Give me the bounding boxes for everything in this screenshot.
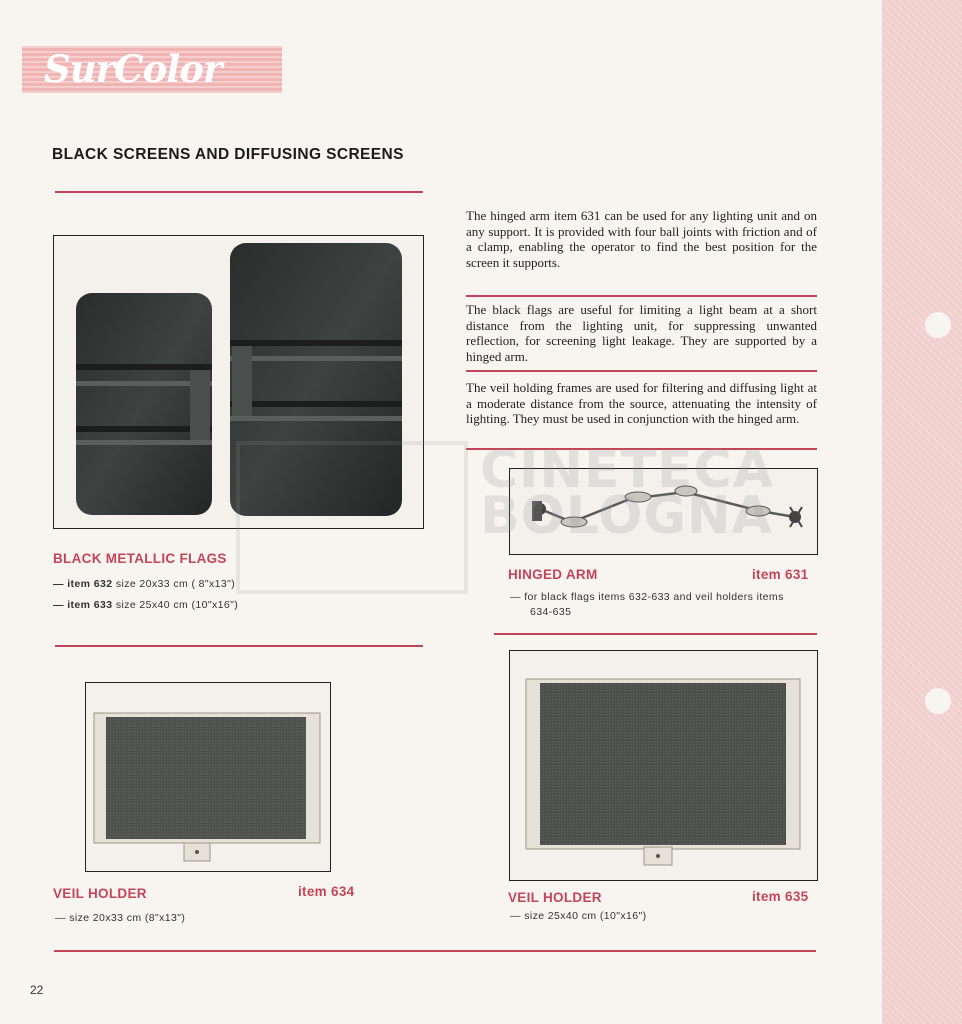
punch-hole-upper: [925, 312, 951, 338]
rule-bottom: [54, 950, 816, 952]
watermark-line-2: BOLOGNA: [480, 486, 773, 546]
spec-size: size 25x40 cm (10"x16"): [115, 599, 239, 611]
veil-635-title: VEIL HOLDER: [508, 890, 602, 905]
page-number: 22: [30, 983, 44, 997]
page-title: BLACK SCREENS AND DIFFUSING SCREENS: [52, 146, 404, 163]
watermark-line-1: CINETECA: [480, 440, 774, 500]
veil-634-title: VEIL HOLDER: [53, 886, 147, 901]
spec-item-number: 632: [93, 578, 113, 590]
veil-635-photo-frame: [509, 650, 818, 881]
veil-holder-635-image: [510, 651, 817, 880]
veil-635-spec: — size 25x40 cm (10"x16"): [510, 910, 647, 922]
flags-spec-632: [53, 578, 235, 590]
veil-holder-634-image: [86, 683, 330, 871]
hinged-arm-note: — for black flags items 632-633 and veil holders items: [510, 591, 784, 603]
description-hinged-arm: The hinged arm item 631 can be used for any lighting unit and on any support. It is provided with four ball joints with friction and of a clamp, enabling the operator to find the best position for the screen it supports.: [466, 208, 817, 270]
veil-635-item: item 635: [752, 889, 809, 904]
veil-634-photo-frame: [85, 682, 331, 872]
hinged-arm-title: HINGED ARM: [508, 567, 598, 582]
hinged-arm-note-cont: 634-635: [530, 606, 572, 618]
watermark-text: [480, 440, 774, 546]
surcolor-logo: [22, 46, 282, 93]
flags-title: BLACK METALLIC FLAGS: [53, 551, 227, 566]
rule-para-1: [466, 295, 817, 297]
rule-arm: [494, 633, 817, 635]
spec-size: size 20x33 cm ( 8"x13"): [115, 578, 236, 590]
hinged-arm-item: item 631: [752, 567, 809, 582]
spec-item-number: 633: [93, 599, 113, 611]
rule-para-2: [466, 370, 817, 372]
description-veil-frames: The veil holding frames are used for filtering and diffusing light at a moderate distance from the source, attenuating the intensity of lighting. They must be used in conjunction with the hinged arm.: [466, 380, 817, 427]
rule-top-left: [55, 191, 423, 193]
watermark-frame: [236, 441, 468, 594]
veil-634-spec: — size 20x33 cm (8"x13"): [55, 912, 186, 924]
spec-prefix: — item: [53, 599, 91, 611]
veil-634-item: item 634: [298, 884, 355, 899]
rule-mid-left: [55, 645, 423, 647]
logo-text: SurColor: [44, 47, 222, 91]
spec-prefix: — item: [53, 578, 91, 590]
flags-spec-633: [53, 599, 238, 611]
description-black-flags: The black flags are useful for limiting a light beam at a short distance from the lighting unit, for suppressing unwanted reflection, for screening light leakage. They are supported by a hinged arm.: [466, 302, 817, 364]
binder-margin: [882, 0, 962, 1024]
punch-hole-lower: [925, 688, 951, 714]
